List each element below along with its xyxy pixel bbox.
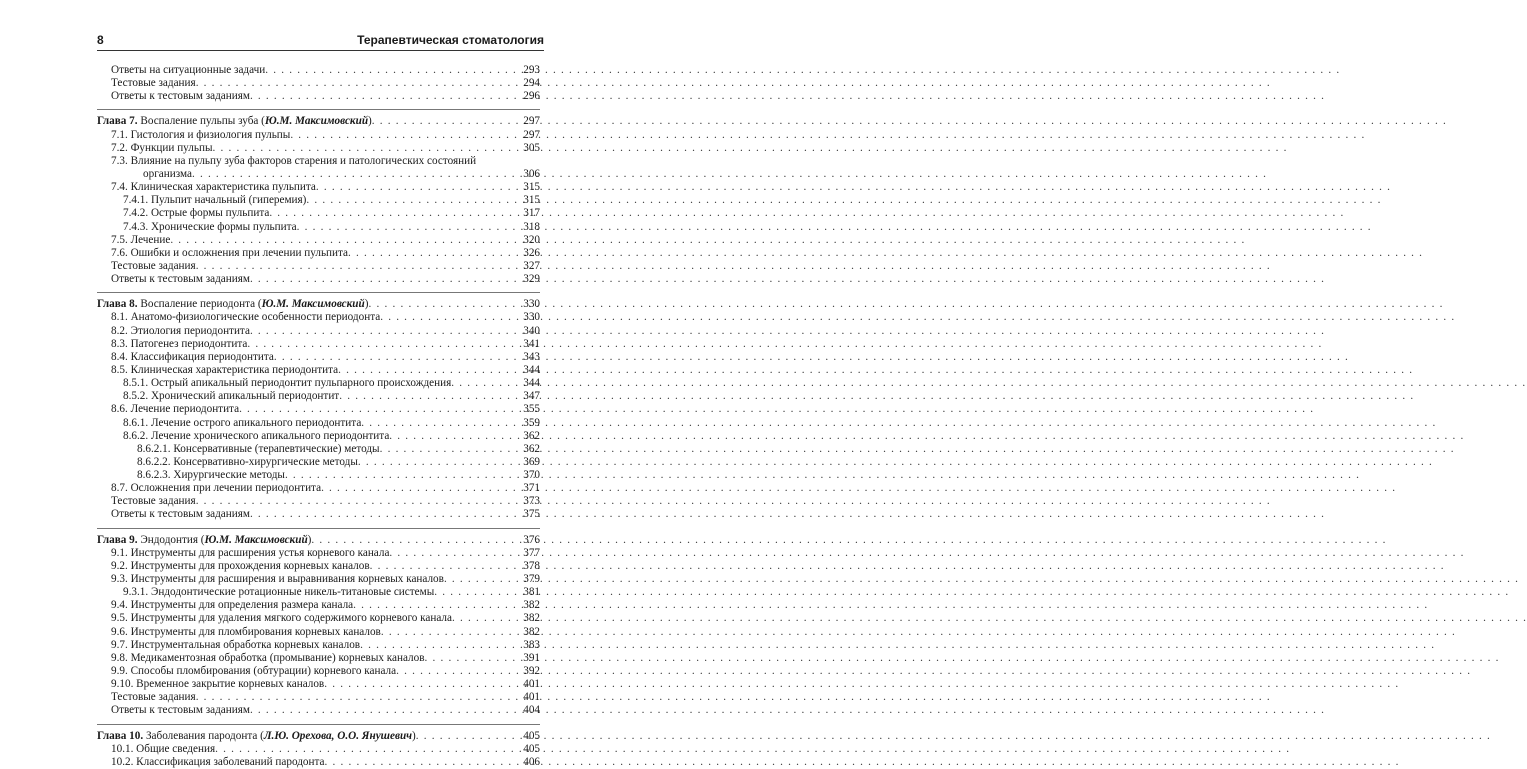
leader-dots <box>381 626 521 639</box>
leader-dots <box>170 234 521 247</box>
toc-label: 8.1. Анатомо-физиологические особенности периодонта <box>111 311 381 324</box>
leader-dots <box>316 181 521 194</box>
toc-label <box>97 534 311 547</box>
toc-row[interactable] <box>97 482 540 495</box>
leader-dots <box>250 508 521 521</box>
leader-dots <box>358 456 521 469</box>
leader-dots <box>451 377 521 390</box>
toc-row[interactable] <box>97 612 540 625</box>
toc-page-number: 344 <box>523 377 540 390</box>
leader-dots <box>361 417 521 430</box>
toc-row[interactable] <box>97 469 540 482</box>
toc-label: 9.8. Медикаментозная обработка (промывание) корневых каналов <box>111 651 425 664</box>
toc-page-number: 405 <box>523 729 540 742</box>
running-title: Терапевтическая стоматология <box>357 33 544 47</box>
leader-dots <box>389 547 521 560</box>
leader-dots <box>360 639 521 652</box>
toc-row[interactable] <box>97 351 540 364</box>
toc-page-number: 362 <box>523 442 540 455</box>
toc-row[interactable] <box>97 234 540 247</box>
leader-dots <box>215 743 521 756</box>
leader-dots <box>424 652 521 665</box>
leader-dots <box>212 142 521 155</box>
toc-row[interactable] <box>97 207 540 220</box>
leader-dots <box>269 207 521 220</box>
toc-page-number: 293 <box>523 63 540 76</box>
toc-label: Ответы на ситуационные задачи <box>111 63 266 76</box>
toc-page-number: 369 <box>523 455 540 468</box>
toc-page-number: 330 <box>523 311 540 324</box>
leader-dots <box>265 64 521 77</box>
toc-label: 7.4.2. Острые формы пульпита <box>123 207 270 220</box>
toc-label: 8.6.1. Лечение острого апикального периодонтита <box>123 416 362 429</box>
leader-dots <box>370 560 522 573</box>
leader-dots <box>192 168 521 181</box>
toc-row[interactable] <box>97 260 540 273</box>
leader-dots <box>250 273 521 286</box>
toc-row[interactable] <box>97 417 540 430</box>
toc-page-number: 377 <box>523 546 540 559</box>
toc-row[interactable] <box>97 194 540 207</box>
toc-row[interactable] <box>97 273 540 286</box>
leader-dots <box>389 430 521 443</box>
leader-dots <box>325 756 522 769</box>
toc-page-number: 401 <box>523 691 540 704</box>
leader-dots <box>321 482 521 495</box>
toc-row[interactable] <box>97 599 540 612</box>
chapter-title: Воспаление пульпы зуба ( <box>137 115 265 128</box>
toc-row[interactable] <box>97 509 540 522</box>
toc-row[interactable] <box>97 90 540 103</box>
chapter-paren: ) <box>412 729 416 742</box>
toc-page-number: 391 <box>523 651 540 664</box>
toc-page-number: 383 <box>523 638 540 651</box>
toc-row[interactable] <box>97 430 540 443</box>
toc-page-number: 320 <box>523 233 540 246</box>
toc-label: 10.2. Классификация заболеваний пародонта <box>111 755 325 768</box>
toc-chapter-row[interactable] <box>97 115 540 128</box>
toc-page-number: 406 <box>523 755 540 768</box>
toc-label: 10.1. Общие сведения <box>111 742 216 755</box>
toc-label: 9.2. Инструменты для прохождения корневых каналов <box>111 559 370 572</box>
toc-label: 9.7. Инструментальная обработка корневых каналов <box>111 638 361 651</box>
leader-dots <box>372 115 521 128</box>
toc-label: Ответы к тестовым заданиям <box>111 704 250 717</box>
toc-page-number: 343 <box>523 350 540 363</box>
toc-page-number: 340 <box>523 324 540 337</box>
toc-row[interactable] <box>97 560 540 573</box>
leader-dots <box>250 90 521 103</box>
toc-row[interactable] <box>97 338 540 351</box>
toc-page-number: 297 <box>523 128 540 141</box>
toc-page-number: 375 <box>523 508 540 521</box>
chapter-authors: Ю.М. Максимовский <box>204 533 308 546</box>
toc-page-number: 317 <box>523 207 540 220</box>
toc-label: Тестовые задания <box>111 77 196 90</box>
chapter-title: Заболевания пародонта ( <box>143 729 264 742</box>
chapter-number: Глава 9. <box>97 533 138 546</box>
leader-dots <box>196 260 522 273</box>
toc-label: 8.6.2.1. Консервативные (терапевтические) методы <box>137 442 380 455</box>
leader-dots <box>348 247 521 260</box>
chapter-title: Эндодонтия ( <box>137 533 205 546</box>
toc-row[interactable] <box>97 311 540 324</box>
leader-dots <box>285 469 521 482</box>
toc-row[interactable] <box>97 403 540 416</box>
chapter-paren: ) <box>307 533 312 546</box>
leader-dots <box>274 351 521 364</box>
toc-chapter-row[interactable] <box>97 534 540 547</box>
toc-page-number: 327 <box>523 259 540 272</box>
toc-row[interactable] <box>97 155 540 168</box>
toc-label: Ответы к тестовым заданиям <box>111 508 250 521</box>
toc-page-number: 401 <box>523 678 540 691</box>
toc-row[interactable] <box>97 665 540 678</box>
toc-page-number: 318 <box>523 220 540 233</box>
leader-dots <box>297 221 522 234</box>
toc-row[interactable] <box>97 247 540 260</box>
toc-label: 8.6.2.2. Консервативно-хирургические методы <box>137 455 358 468</box>
toc-page-number: 404 <box>523 704 540 717</box>
toc-page-number: 315 <box>523 194 540 207</box>
toc-row[interactable] <box>97 456 540 469</box>
chapter-authors: Ю.М. Максимовский <box>264 115 369 128</box>
toc-label: 8.6.2. Лечение хронического апикального периодонтита <box>123 429 390 442</box>
toc-label: 9.4. Инструменты для определения размера канала <box>111 599 354 612</box>
toc-label: 7.3. Влияние на пульпу зуба факторов старения и патологических состояний <box>111 154 477 167</box>
leader-dots <box>311 534 521 547</box>
leader-dots <box>444 573 521 586</box>
toc-page-number: 405 <box>523 742 540 755</box>
chapter-authors: Ю.М. Максимовский <box>261 298 365 311</box>
toc-row[interactable] <box>97 181 540 194</box>
leader-dots <box>339 390 521 403</box>
leader-dots <box>452 612 521 625</box>
leader-dots <box>396 665 521 678</box>
toc-label: 8.5.1. Острый апикальный периодонтит пульпарного происхождения <box>123 377 452 390</box>
chapter-separator <box>97 286 540 293</box>
toc-row[interactable] <box>97 364 540 377</box>
toc-label: 7.2. Функции пульпы <box>111 141 213 154</box>
toc-label: 8.6. Лечение периодонтита <box>111 403 240 416</box>
toc-row[interactable] <box>97 743 540 756</box>
toc-row[interactable] <box>97 168 540 181</box>
toc-label: 9.6. Инструменты для пломбирования корневых каналов <box>111 625 381 638</box>
leader-dots <box>306 194 521 207</box>
chapter-separator <box>97 522 540 529</box>
toc-page-number: 378 <box>523 559 540 572</box>
leader-dots <box>196 495 522 508</box>
toc-page-number: 362 <box>523 429 540 442</box>
toc-label: 7.5. Лечение <box>111 233 171 246</box>
toc-label: Тестовые задания <box>111 495 196 508</box>
toc-label <box>97 730 416 743</box>
toc-label: 9.1. Инструменты для расширения устья корневого канала <box>111 546 390 559</box>
toc-row[interactable] <box>97 573 540 586</box>
leader-dots <box>380 311 521 324</box>
chapter-paren: ) <box>368 115 372 128</box>
toc-label: 7.4.1. Пульпит начальный (гиперемия) <box>123 194 307 207</box>
chapter-number: Глава 8. <box>97 298 138 311</box>
toc-label: 8.6.2.3. Хирургические методы <box>137 469 285 482</box>
chapter-title: Воспаление периодонта ( <box>137 298 262 311</box>
toc-row[interactable] <box>97 390 540 403</box>
toc-row[interactable] <box>97 586 540 599</box>
toc-label: 9.3. Инструменты для расширения и выравнивания корневых каналов <box>111 573 444 586</box>
toc-row[interactable] <box>97 377 540 390</box>
leader-dots <box>290 129 521 142</box>
page-header <box>97 30 544 51</box>
toc-chapter-row[interactable] <box>97 298 540 311</box>
toc-label: Ответы к тестовым заданиям <box>111 90 250 103</box>
toc-page-number: 370 <box>523 469 540 482</box>
leader-dots <box>247 338 521 351</box>
toc-label: 7.4. Клиническая характеристика пульпита <box>111 181 316 194</box>
toc-label: 8.7. Осложнения при лечении периодонтита <box>111 482 322 495</box>
leader-dots <box>250 704 521 717</box>
toc-label: Тестовые задания <box>111 259 196 272</box>
toc-row[interactable] <box>97 639 540 652</box>
toc-row[interactable] <box>97 77 540 90</box>
leader-dots <box>324 678 521 691</box>
toc-row[interactable] <box>97 756 540 769</box>
toc-row[interactable] <box>97 495 540 508</box>
toc-row[interactable] <box>97 691 540 704</box>
toc-row[interactable] <box>97 129 540 142</box>
toc-row[interactable] <box>97 652 540 665</box>
toc-page-number: 347 <box>523 390 540 403</box>
toc-row[interactable] <box>97 325 540 338</box>
leader-dots <box>368 298 521 311</box>
leader-dots <box>196 691 522 704</box>
leader-dots <box>353 599 521 612</box>
chapter-authors: Л.Ю. Орехова, О.О. Янушевич <box>263 729 413 742</box>
toc-label: 9.5. Инструменты для удаления мягкого содержимого корневого канала <box>111 612 452 625</box>
toc-label: 9.10. Временное закрытие корневых каналов <box>111 678 325 691</box>
toc-page-number: 330 <box>523 298 540 311</box>
toc-row[interactable] <box>97 142 540 155</box>
leader-dots <box>416 730 521 743</box>
toc-chapter-row[interactable] <box>97 730 540 743</box>
toc-page-number: 382 <box>523 625 540 638</box>
table-of-contents <box>97 64 540 769</box>
toc-label: 9.3.1. Эндодонтические ротационные никель-титановые системы <box>123 586 435 599</box>
toc-page-number: 392 <box>523 665 540 678</box>
leader-dots <box>196 77 522 90</box>
chapter-separator <box>97 718 540 725</box>
toc-label: 7.6. Ошибки и осложнения при лечении пульпита <box>111 246 349 259</box>
toc-page-number: 355 <box>523 403 540 416</box>
toc-label: 8.5. Клиническая характеристика периодонтита <box>111 363 339 376</box>
toc-label: Тестовые задания <box>111 691 196 704</box>
toc-row[interactable] <box>97 64 540 77</box>
toc-page-number: 379 <box>523 573 540 586</box>
toc-label: 8.5.2. Хронический апикальный периодонтит <box>123 390 340 403</box>
toc-label <box>97 115 372 128</box>
toc-row[interactable] <box>97 626 540 639</box>
toc-page-number: 376 <box>523 533 540 546</box>
toc-page-number: 382 <box>523 612 540 625</box>
toc-label: 9.9. Способы пломбирования (обтурации) корневого канала <box>111 665 397 678</box>
page-number: 8 <box>97 33 104 47</box>
toc-page-number: 326 <box>523 246 540 259</box>
toc-label: Ответы к тестовым заданиям <box>111 273 250 286</box>
toc-row[interactable] <box>97 443 540 456</box>
toc-label: 8.2. Этиология периодонтита <box>111 324 250 337</box>
toc-page-number: 373 <box>523 495 540 508</box>
toc-page-number: 315 <box>523 181 540 194</box>
chapter-number: Глава 10. <box>97 729 144 742</box>
leader-dots <box>239 403 521 416</box>
chapter-number: Глава 7. <box>97 115 138 128</box>
toc-row[interactable] <box>97 547 540 560</box>
toc-label: 8.3. Патогенез периодонтита <box>111 337 248 350</box>
toc-label <box>97 298 368 311</box>
toc-page-number: 359 <box>523 416 540 429</box>
toc-page-number: 341 <box>523 337 540 350</box>
toc-page-number: 381 <box>523 586 540 599</box>
chapter-paren: ) <box>364 298 369 311</box>
toc-page-number: 371 <box>523 482 540 495</box>
leader-dots <box>250 325 521 338</box>
toc-row[interactable] <box>97 704 540 717</box>
toc-page-number: 344 <box>523 363 540 376</box>
toc-page-number: 297 <box>523 115 540 128</box>
toc-label: 7.1. Гистология и физиология пульпы <box>111 128 291 141</box>
leader-dots <box>434 586 521 599</box>
toc-page-number: 294 <box>523 77 540 90</box>
toc-page-number: 382 <box>523 599 540 612</box>
toc-page-number: 305 <box>523 141 540 154</box>
toc-page-number: 306 <box>523 167 540 180</box>
toc-row[interactable] <box>97 678 540 691</box>
toc-label: 8.4. Классификация периодонтита <box>111 350 274 363</box>
toc-page-number: 296 <box>523 90 540 103</box>
toc-row[interactable] <box>97 221 540 234</box>
leader-dots <box>338 364 521 377</box>
toc-label: 7.4.3. Хронические формы пульпита <box>123 220 297 233</box>
chapter-separator <box>97 103 540 110</box>
toc-page-number: 329 <box>523 273 540 286</box>
leader-dots <box>380 443 522 456</box>
toc-label: организма <box>143 167 192 180</box>
